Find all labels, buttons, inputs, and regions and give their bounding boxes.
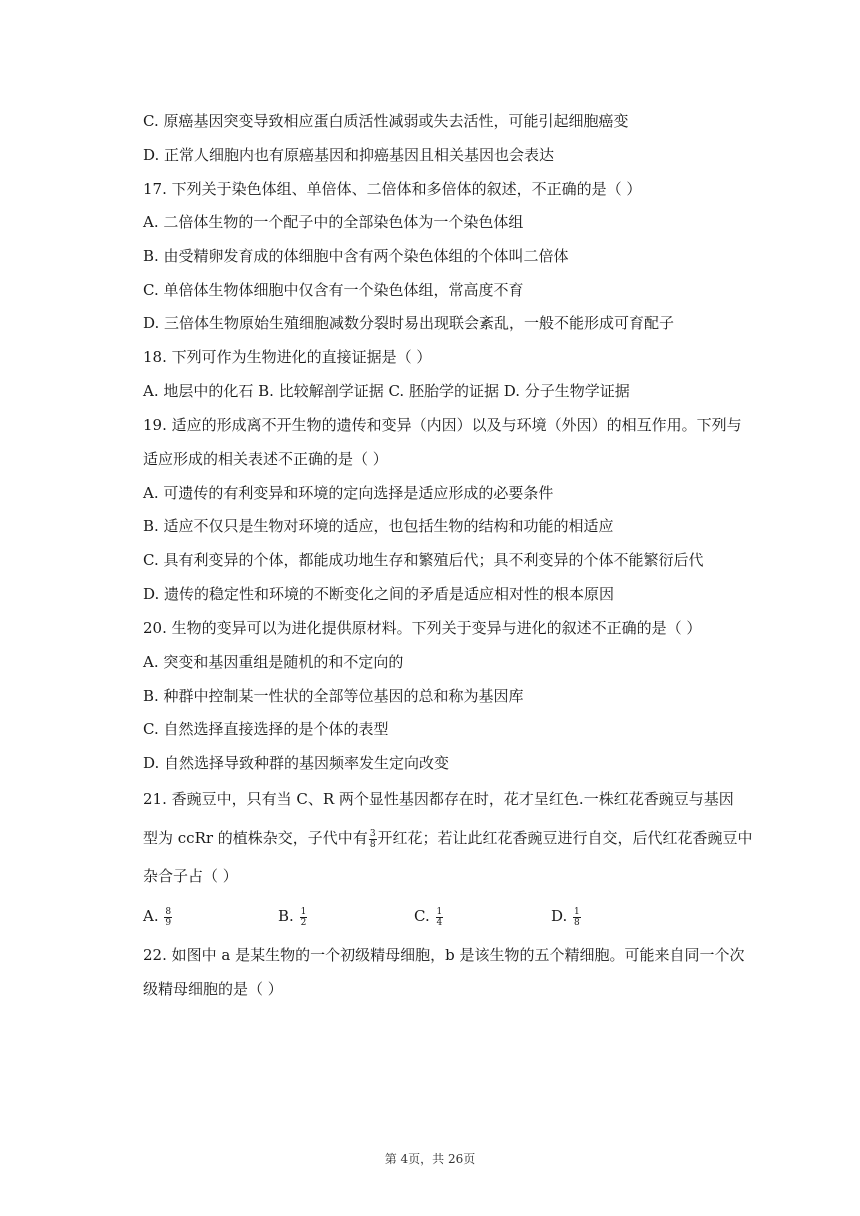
fraction-numerator: 3 bbox=[369, 828, 376, 839]
question-22-line1: 22. 如图中 a 是某生物的一个初级精母细胞，b 是该生物的五个精细胞。可能来自同一个次 bbox=[143, 946, 745, 964]
option-fraction bbox=[164, 907, 172, 928]
fraction-numerator: 1 bbox=[436, 906, 443, 917]
option-17a: A. 二倍体生物的一个配子中的全部染色体为一个染色体组 bbox=[143, 213, 524, 231]
question-21-line3: 杂合子占（ ） bbox=[143, 867, 238, 885]
option-label: C. bbox=[414, 907, 430, 925]
option-17c: C. 单倍体生物体细胞中仅含有一个染色体组，常高度不育 bbox=[143, 281, 524, 299]
option-label: A. bbox=[143, 907, 159, 925]
fraction-denominator: 8 bbox=[574, 917, 580, 928]
fraction-denominator: 4 bbox=[436, 917, 443, 928]
question-21-text-b: 开红花；若让此红花香豌豆进行自交，后代红花香豌豆中 bbox=[377, 829, 753, 847]
question-20: 20. 生物的变异可以为进化提供原材料。下列关于变异与进化的叙述不正确的是（ ） bbox=[143, 619, 702, 637]
question-22-line2: 级精母细胞的是（ ） bbox=[143, 980, 283, 998]
option-19b: B. 适应不仅只是生物对环境的适应，也包括生物的结构和功能的相适应 bbox=[143, 517, 614, 535]
option-fraction bbox=[573, 907, 581, 928]
fraction-numerator: 1 bbox=[574, 906, 580, 917]
question-17: 17. 下列关于染色体组、单倍体、二倍体和多倍体的叙述，不正确的是（ ） bbox=[143, 180, 642, 198]
option-label: B. bbox=[278, 907, 294, 925]
question-21-line2 bbox=[143, 828, 760, 850]
fraction-numerator: 8 bbox=[165, 906, 172, 917]
option-fraction bbox=[436, 907, 444, 928]
options-18: A. 地层中的化石 B. 比较解剖学证据 C. 胚胎学的证据 D. 分子生物学证据 bbox=[143, 382, 630, 400]
option-19d: D. 遗传的稳定性和环境的不断变化之间的矛盾是适应相对性的根本原因 bbox=[143, 585, 615, 603]
question-18: 18. 下列可作为生物进化的直接证据是（ ） bbox=[143, 348, 432, 366]
fraction-denominator: 9 bbox=[165, 917, 172, 928]
option-fraction bbox=[300, 907, 308, 928]
fraction-3-8 bbox=[369, 829, 377, 850]
option-label: D. bbox=[551, 907, 568, 925]
question-19-line2: 适应形成的相关表述不正确的是（ ） bbox=[143, 450, 388, 468]
option-16c: C. 原癌基因突变导致相应蛋白质活性减弱或失去活性，可能引起细胞癌变 bbox=[143, 112, 629, 130]
option-21b bbox=[278, 906, 308, 928]
option-20c: C. 自然选择直接选择的是个体的表型 bbox=[143, 720, 389, 738]
option-17b: B. 由受精卵发育成的体细胞中含有两个染色体组的个体叫二倍体 bbox=[143, 247, 569, 265]
page-footer: 第 4页，共 26页 bbox=[384, 1152, 476, 1166]
option-16d: D. 正常人细胞内也有原癌基因和抑癌基因且相关基因也会表达 bbox=[143, 146, 555, 164]
option-19c: C. 具有利变异的个体，都能成功地生存和繁殖后代；具不利变异的个体不能繁衍后代 bbox=[143, 551, 704, 569]
option-17d: D. 三倍体生物原始生殖细胞减数分裂时易出现联会紊乱，一般不能形成可育配子 bbox=[143, 314, 675, 332]
fraction-denominator: 2 bbox=[300, 917, 307, 928]
option-19a: A. 可遗传的有利变异和环境的定向选择是适应形成的必要条件 bbox=[143, 484, 554, 502]
option-20d: D. 自然选择导致种群的基因频率发生定向改变 bbox=[143, 754, 450, 772]
question-19-line1: 19. 适应的形成离不开生物的遗传和变异（内因）以及与环境（外因）的相互作用。下列与 bbox=[143, 416, 742, 434]
fraction-numerator: 1 bbox=[300, 906, 307, 917]
option-21d bbox=[551, 906, 582, 928]
option-20b: B. 种群中控制某一性状的全部等位基因的总和称为基因库 bbox=[143, 687, 524, 705]
option-21c bbox=[414, 906, 444, 928]
option-21a bbox=[143, 906, 173, 928]
fraction-denominator: 8 bbox=[369, 839, 376, 850]
question-21-line1: 21. 香豌豆中，只有当 C、R 两个显性基因都存在时，花才呈红色.一株红花香豌豆与基因 bbox=[143, 790, 734, 808]
option-20a: A. 突变和基因重组是随机的和不定向的 bbox=[143, 653, 404, 671]
question-21-text-a: 型为 ccRr 的植株杂交，子代中有 bbox=[143, 829, 368, 847]
